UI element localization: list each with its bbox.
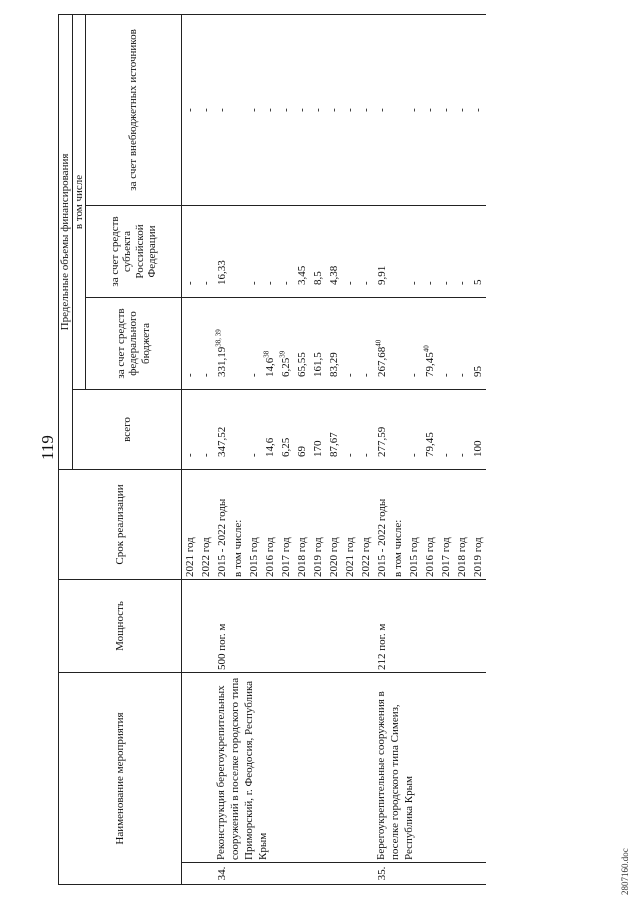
- total-cell-value: -: [360, 453, 373, 457]
- term-cell: [342, 470, 358, 580]
- item-power: 212 пог. м: [374, 580, 486, 673]
- extra-cell-value: -: [344, 108, 357, 112]
- subject-cell-value: -: [200, 281, 213, 285]
- item-name: Берегоукрепительные сооружения в поселке городского типа Симеиз, Республика Крым: [374, 673, 486, 863]
- subject-cell-value: -: [440, 281, 453, 285]
- federal-cell-value: 267,68: [376, 346, 389, 377]
- federal-cell-value: 331,19: [216, 346, 229, 377]
- total-cell: [406, 390, 422, 470]
- footnote-ref: 40: [422, 345, 431, 353]
- federal-cell: [374, 298, 390, 390]
- term-cell: [230, 470, 246, 580]
- federal-cell-value: 65,55: [296, 352, 309, 377]
- extra-cell: [246, 14, 262, 205]
- federal-cell: [246, 298, 262, 390]
- total-cell: [198, 390, 214, 470]
- federal-cell: [294, 298, 310, 390]
- federal-cell: [262, 298, 278, 390]
- empty-power: [198, 580, 214, 673]
- header-subject: за счет средств субъекта Российской Федерации: [86, 206, 182, 298]
- empty-num: [182, 863, 199, 885]
- total-cell: [214, 390, 230, 470]
- extra-cell-value: -: [200, 108, 213, 112]
- federal-cell-value: -: [456, 373, 469, 377]
- subject-cell-value: 5: [472, 279, 485, 285]
- table-row: [214, 14, 230, 884]
- item-name: Реконструкция берегоукрепительных сооружений в поселке городского типа Приморский, г. Феодосия, Республика Крым: [214, 673, 374, 863]
- header-extra: за счет внебюджетных источников: [86, 14, 182, 205]
- federal-cell: [182, 298, 199, 390]
- term-cell-value: в том числе:: [232, 519, 245, 577]
- extra-cell-value: -: [440, 108, 453, 112]
- term-cell: [198, 470, 214, 580]
- federal-cell-value: -: [440, 373, 453, 377]
- subject-cell: [310, 206, 326, 298]
- subject-cell-value: -: [248, 281, 261, 285]
- term-cell-value: 2018 год: [456, 537, 469, 577]
- extra-cell: [294, 14, 310, 205]
- total-cell: [294, 390, 310, 470]
- total-cell-value: -: [408, 453, 421, 457]
- total-cell-value: 347,52: [216, 426, 229, 457]
- term-cell: [406, 470, 422, 580]
- subject-cell-value: 16,33: [216, 260, 229, 285]
- term-cell: [422, 470, 438, 580]
- term-cell-value: 2016 год: [424, 537, 437, 577]
- total-cell: [278, 390, 294, 470]
- term-cell-value: 2021 год: [344, 537, 357, 577]
- term-cell: [390, 470, 406, 580]
- total-cell-value: -: [440, 453, 453, 457]
- federal-cell-value: 95: [472, 366, 485, 377]
- federal-cell-value: 83,29: [328, 352, 341, 377]
- subject-cell-value: -: [408, 281, 421, 285]
- empty-power: [182, 580, 199, 673]
- term-cell-value: в том числе:: [392, 519, 405, 577]
- term-cell: [438, 470, 454, 580]
- federal-cell: [406, 298, 422, 390]
- header-power: Мощность: [59, 580, 182, 673]
- extra-cell-value: -: [408, 108, 421, 112]
- term-cell: [182, 470, 199, 580]
- term-cell-value: 2015 год: [248, 537, 261, 577]
- footnote-ref: 39: [278, 350, 287, 358]
- subject-cell-value: 8,5: [312, 271, 325, 285]
- term-cell: [278, 470, 294, 580]
- total-cell: [342, 390, 358, 470]
- total-cell: [182, 390, 199, 470]
- term-cell-value: 2015 год: [408, 537, 421, 577]
- federal-cell-value: -: [408, 373, 421, 377]
- empty-name: [198, 673, 214, 863]
- extra-cell-value: -: [472, 108, 485, 112]
- federal-cell: [310, 298, 326, 390]
- subject-cell: [214, 206, 230, 298]
- total-cell-value: 87,67: [328, 432, 341, 457]
- total-cell-value: -: [344, 453, 357, 457]
- subject-cell: [262, 206, 278, 298]
- extra-cell-value: -: [280, 108, 293, 112]
- subject-cell: [390, 206, 406, 298]
- footnote-ref: 38, 39: [214, 329, 223, 347]
- extra-cell-value: -: [248, 108, 261, 112]
- federal-cell: [214, 298, 230, 390]
- header-federal: за счет средств федерального бюджета: [86, 298, 182, 390]
- total-cell: [246, 390, 262, 470]
- table-row: [374, 14, 390, 884]
- subject-cell: [454, 206, 470, 298]
- total-cell: [390, 390, 406, 470]
- total-cell: [422, 390, 438, 470]
- extra-cell: [326, 14, 342, 205]
- extra-cell: [342, 14, 358, 205]
- term-cell: [294, 470, 310, 580]
- total-cell-value: -: [456, 453, 469, 457]
- total-cell-value: -: [184, 453, 197, 457]
- total-cell-value: 69: [296, 446, 309, 457]
- extra-cell: [310, 14, 326, 205]
- subject-cell: [358, 206, 374, 298]
- term-cell-value: 2017 год: [440, 537, 453, 577]
- header-name: Наименование мероприятия: [59, 673, 182, 885]
- total-cell: [454, 390, 470, 470]
- federal-cell: [230, 298, 246, 390]
- term-cell: [358, 470, 374, 580]
- header-term: Срок реализации: [59, 470, 182, 580]
- total-cell-value: -: [200, 453, 213, 457]
- extra-cell: [230, 14, 246, 205]
- extra-cell-value: -: [376, 108, 389, 112]
- header-total: всего: [72, 390, 182, 470]
- extra-cell: [390, 14, 406, 205]
- total-cell: [438, 390, 454, 470]
- footnote-ref: 40: [374, 339, 383, 347]
- federal-cell: [422, 298, 438, 390]
- federal-cell: [342, 298, 358, 390]
- term-cell-value: 2019 год: [472, 537, 485, 577]
- footnote-ref: 38: [262, 350, 271, 358]
- federal-cell-value: 6,25: [280, 357, 293, 377]
- table-body: [182, 14, 487, 884]
- total-cell-value: 14,6: [264, 437, 277, 457]
- term-cell-value: 2018 год: [296, 537, 309, 577]
- federal-cell-value: -: [248, 373, 261, 377]
- term-cell-value: 2017 год: [280, 537, 293, 577]
- federal-cell-value: -: [360, 373, 373, 377]
- table-row: [198, 14, 214, 884]
- financing-table: [58, 14, 486, 885]
- extra-cell: [278, 14, 294, 205]
- federal-cell: [198, 298, 214, 390]
- extra-cell: [470, 14, 486, 205]
- extra-cell-value: -: [216, 108, 229, 112]
- extra-cell-value: -: [184, 108, 197, 112]
- extra-cell: [406, 14, 422, 205]
- extra-cell-value: -: [360, 108, 373, 112]
- subject-cell-value: -: [264, 281, 277, 285]
- extra-cell-value: -: [424, 108, 437, 112]
- total-cell: [374, 390, 390, 470]
- subject-cell-value: 9,91: [376, 265, 389, 285]
- table-row: [182, 14, 199, 884]
- page-number: 119: [38, 435, 57, 460]
- term-cell-value: 2021 год: [184, 537, 197, 577]
- subject-cell: [198, 206, 214, 298]
- term-cell-value: 2020 год: [328, 537, 341, 577]
- item-power: 500 пог. м: [214, 580, 374, 673]
- total-cell-value: 100: [472, 440, 485, 457]
- empty-name: [182, 673, 199, 863]
- extra-cell-value: -: [296, 108, 309, 112]
- term-cell-value: 2016 год: [264, 537, 277, 577]
- subject-cell: [326, 206, 342, 298]
- term-cell: [470, 470, 486, 580]
- federal-cell: [358, 298, 374, 390]
- subject-cell: [406, 206, 422, 298]
- extra-cell: [182, 14, 199, 205]
- subject-cell: [278, 206, 294, 298]
- subject-cell-value: 4,38: [328, 265, 341, 285]
- total-cell-value: 170: [312, 440, 325, 457]
- extra-cell: [454, 14, 470, 205]
- term-cell: [326, 470, 342, 580]
- extra-cell-value: -: [456, 108, 469, 112]
- extra-cell: [262, 14, 278, 205]
- term-cell: [374, 470, 390, 580]
- federal-cell-value: 161,5: [312, 352, 325, 377]
- subject-cell: [294, 206, 310, 298]
- total-cell: [358, 390, 374, 470]
- item-number: 35.: [374, 863, 486, 885]
- extra-cell: [438, 14, 454, 205]
- subject-cell-value: -: [424, 281, 437, 285]
- federal-cell: [390, 298, 406, 390]
- term-cell-value: 2015 - 2022 годы: [216, 498, 229, 577]
- term-cell-value: 2015 - 2022 годы: [376, 498, 389, 577]
- subject-cell: [374, 206, 390, 298]
- total-cell-value: 6,25: [280, 437, 293, 457]
- term-cell: [246, 470, 262, 580]
- extra-cell-value: -: [328, 108, 341, 112]
- subject-cell-value: -: [344, 281, 357, 285]
- subject-cell: [182, 206, 199, 298]
- term-cell: [262, 470, 278, 580]
- federal-cell: [438, 298, 454, 390]
- federal-cell-value: -: [344, 373, 357, 377]
- federal-cell: [326, 298, 342, 390]
- header-financing-group: Предельные объемы финансирования: [59, 14, 73, 469]
- extra-cell: [358, 14, 374, 205]
- total-cell-value: 79,45: [424, 432, 437, 457]
- subject-cell-value: -: [456, 281, 469, 285]
- subject-cell: [422, 206, 438, 298]
- extra-cell-value: -: [264, 108, 277, 112]
- subject-cell-value: -: [280, 281, 293, 285]
- extra-cell-value: -: [312, 108, 325, 112]
- subject-cell: [470, 206, 486, 298]
- total-cell-value: 277,59: [376, 426, 389, 457]
- footer-code: 2807160.doc: [620, 848, 630, 895]
- federal-cell-value: -: [184, 373, 197, 377]
- federal-cell: [278, 298, 294, 390]
- term-cell: [310, 470, 326, 580]
- federal-cell-value: 79,45: [424, 352, 437, 377]
- term-cell-value: 2022 год: [200, 537, 213, 577]
- total-cell: [262, 390, 278, 470]
- federal-cell: [470, 298, 486, 390]
- subject-cell-value: -: [360, 281, 373, 285]
- federal-cell: [454, 298, 470, 390]
- extra-cell: [374, 14, 390, 205]
- subject-cell-value: -: [184, 281, 197, 285]
- extra-cell: [422, 14, 438, 205]
- term-cell-value: 2019 год: [312, 537, 325, 577]
- term-cell-value: 2022 год: [360, 537, 373, 577]
- term-cell: [214, 470, 230, 580]
- total-cell-value: -: [248, 453, 261, 457]
- total-cell: [470, 390, 486, 470]
- item-number: 34.: [214, 863, 374, 885]
- subject-cell: [342, 206, 358, 298]
- extra-cell: [214, 14, 230, 205]
- subject-cell: [438, 206, 454, 298]
- total-cell: [310, 390, 326, 470]
- total-cell: [230, 390, 246, 470]
- header-subgroup: в том числе: [72, 14, 86, 389]
- empty-num: [198, 863, 214, 885]
- subject-cell: [246, 206, 262, 298]
- subject-cell-value: 3,45: [296, 265, 309, 285]
- term-cell: [454, 470, 470, 580]
- subject-cell: [230, 206, 246, 298]
- federal-cell-value: 14,6: [264, 357, 277, 377]
- total-cell: [326, 390, 342, 470]
- federal-cell-value: -: [200, 373, 213, 377]
- extra-cell: [198, 14, 214, 205]
